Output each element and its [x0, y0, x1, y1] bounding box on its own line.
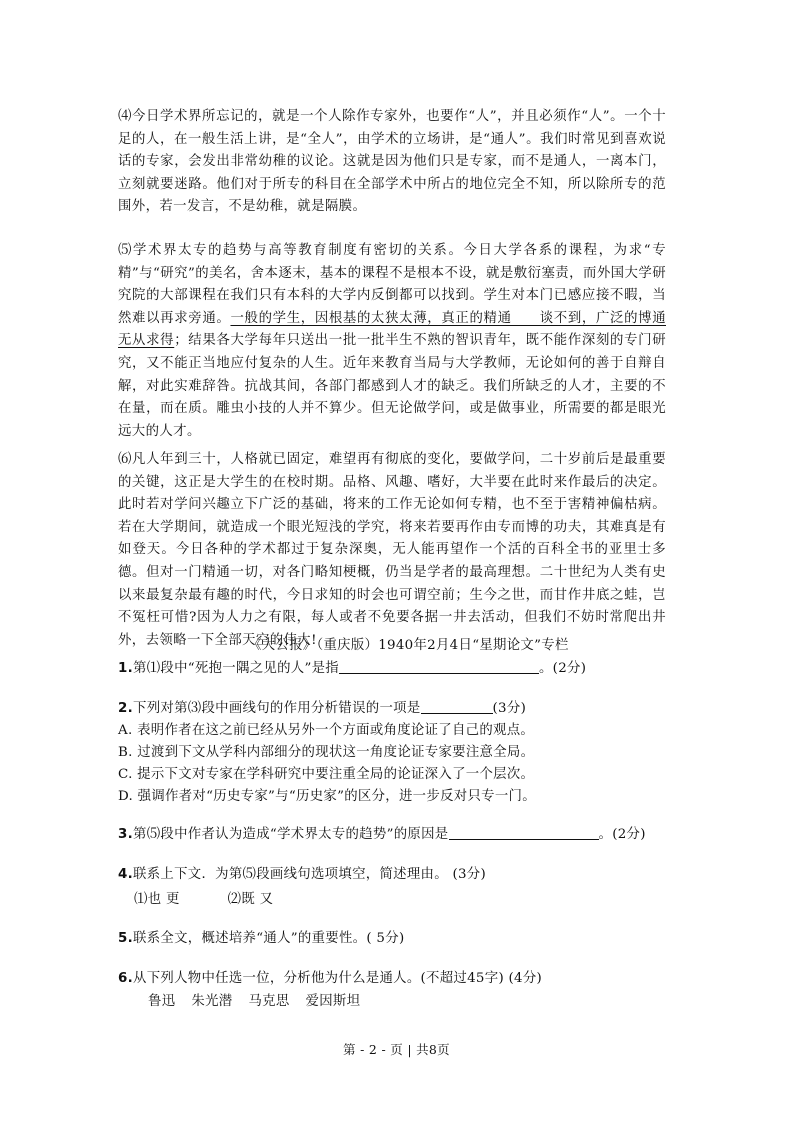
person-option: 爱因斯坦 [305, 994, 361, 1009]
question-3-number: 3. [118, 827, 134, 842]
article-source: 《大公报》（重庆版）1940年2月4日“星期论文”专栏 [248, 638, 569, 653]
paragraph-5 [118, 240, 666, 443]
question-1-number: 1. [118, 661, 134, 676]
question-2-option-c: C. 提示下文对专家在学科研究中要注重全局的论证深入了一个层次。 [118, 767, 535, 782]
question-4-number: 4. [118, 867, 134, 882]
paragraph-5-underlined-sentence: 一般的学生，因根基的太狭太薄，真正的精通 谈不到，广泛的博通无从求得 [118, 310, 666, 349]
question-3 [118, 824, 678, 846]
question-3-points: 。(2分) [598, 827, 646, 842]
paragraph-4: ⑷今日学术界所忘记的，就是一个人除作专家外，也要作“人”，并且必须作“人”。一个十足的人，在一般生活上讲，是“全人”，由学术的立场讲，是“通人”。我们时常见到喜欢说话的专家，会发出非常幼稚的议论。这就是因为他们只是专家，而不是通人，一离本门，立刻就要迷路。他们对于所专的科目在全部学术中所占的地位完全不知，所以除所专的范围外，若一发言，不是幼稚，就是隔膜。 [118, 109, 666, 215]
paragraph-6: ⑹凡人年到三十，人格就已固定，难望再有彻底的变化，要做学问，二十岁前后是最重要的关键，这正是大学生的在校时期。品格、风趣、嗜好，大半要在此时来作最后的决定。此时若对学问兴趣立下广泛的基础，将来的工作无论如何专精，也不至于害精神偏枯病。若在大学期间，就造成一个眼光短浅的学究，将来若要再作由专而博的功夫，其难真是有如登天。今日各种的学术都过于复杂深奥，无人能再望作一个活的百科全书的亚里士多德。但对一门精通一切，对各门略知梗概，仍当是学者的最高理想。二十世纪为人类有史以来最复杂最有趣的时代，今日求知的时会也可谓空前；生今之世，而甘作井底之蛙，岂不冤枉可惜?因为人力之有限，每人或者不免要各据一井去活动，但我们不妨时常爬出井外，去领略一下全部天空的伟大! [118, 452, 666, 648]
question-2-option-a: A. 表明作者在这之前已经从另外一个方面或角度论证了自己的观点。 [118, 723, 535, 738]
question-4-choices [134, 888, 287, 907]
question-5-number: 5. [118, 931, 134, 946]
question-6-people-list [148, 990, 376, 1009]
person-option: 马克思 [248, 994, 290, 1009]
paragraph-5-part-b: ；结果各大学每年只送出一批一批半生不熟的智识青年，既不能作深刻的专门研究，又不能正当地应付复杂的人生。近年来教育当局与大学教师，无论如何的善于自辩自解，对此实难辞咎。抗战其间，各部门都感到人才的缺乏。我们所缺乏的人才，主要的不在量，而在质。雕虫小技的人并不算少。但无论做学问，或是做事业，所需要的都是眼光远大的人才。 [118, 333, 666, 439]
paragraph-5-part-a: ⑸学术界太专的趋势与高等教育制度有密切的关系。今日大学各系的课程，为求“专精”与“研究”的美名，舍本逐末，基本的课程不是根本不设，就是敷衍塞责，而外国大学研究院的大部课程在我们只有本科的大学内反倒都可以找到。学生对本门已感应接不暇，当然难以再求旁通。 [118, 243, 666, 326]
question-1-answer-blank[interactable] [339, 659, 539, 674]
page-footer: 第 - 2 - 页 | 共8页 [343, 1042, 450, 1057]
question-3-text: 第⑸段中作者认为造成“学术界太专的趋势”的原因是 [133, 827, 449, 842]
question-2-points: (3分) [492, 701, 527, 716]
question-4-choice-1: ⑴也 更 [134, 892, 180, 907]
question-5 [118, 928, 678, 950]
question-2-option-d: D. 强调作者对“历史专家”与“历史家”的区分，进一步反对只专一门。 [118, 789, 536, 804]
question-4-choice-2: ⑵既 又 [227, 892, 274, 907]
question-2-option-b: B. 过渡到下文从学科内部细分的现状这一角度论证专家要注意全局。 [118, 745, 535, 760]
question-2 [118, 698, 678, 720]
question-6-number: 6. [118, 971, 134, 986]
person-option: 朱光潜 [191, 994, 233, 1009]
question-1-text: 第⑴段中“死抱一隅之见的人”是指 [133, 661, 339, 676]
question-4-text: 联系上下文．为第⑸段画线句选项填空，简述理由。 (3分) [133, 867, 487, 882]
question-1-points: 。(2分) [538, 661, 587, 676]
question-2-number: 2. [118, 701, 134, 716]
question-6-text: 从下列人物中任选一位，分析他为什么是通人。(不超过45字) (4分) [133, 971, 543, 986]
question-1 [118, 658, 678, 680]
question-3-answer-blank[interactable] [449, 825, 599, 840]
question-4 [118, 864, 678, 886]
question-6 [118, 968, 678, 990]
question-5-text: 联系全文，概述培养“通人”的重要性。( 5分) [133, 931, 405, 946]
question-2-text: 下列对第⑶段中画线句的作用分析错误的一项是 [133, 701, 421, 716]
person-option: 鲁迅 [148, 994, 176, 1009]
question-2-answer-blank[interactable] [421, 699, 493, 714]
